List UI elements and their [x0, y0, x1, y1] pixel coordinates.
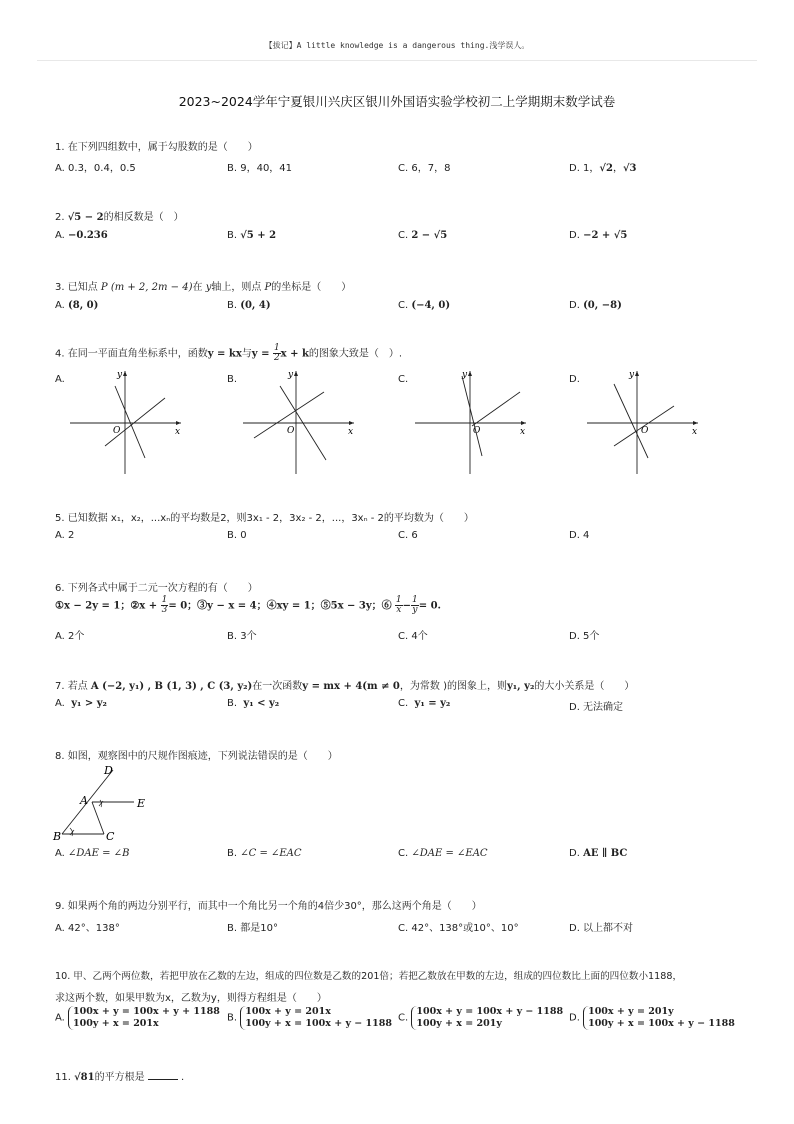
q6-frac-y-den: y: [412, 605, 418, 615]
q3-stem-p: P: [264, 282, 272, 293]
q7-points: A (−2, y₁) , B (1, 3) , C (3, y₂): [90, 681, 253, 692]
line-1: [115, 386, 145, 458]
q3-stem-mid: 在: [192, 282, 206, 293]
x-axis-arrow: [693, 421, 698, 425]
q7-y-values: y₁, y₂: [506, 681, 535, 692]
q8-c-label: C.: [398, 848, 409, 859]
q6-frac-den: 3: [161, 605, 168, 615]
y-axis-label: y: [629, 370, 635, 380]
q10-c-label: C.: [398, 1012, 409, 1024]
q3-option-c: [398, 300, 450, 311]
line-1: [462, 376, 482, 456]
q10-c-system: [411, 1006, 563, 1030]
q6-frac-x-den: x: [396, 605, 402, 615]
q10-d-eq2: 100y + x = 100x + y − 1188: [588, 1018, 735, 1029]
point-a-label: A: [80, 794, 88, 807]
q1-stem: 1. 在下列四组数中，属于勾股数的是（ ）: [55, 142, 258, 153]
y-axis-arrow: [294, 371, 298, 376]
q3-stem-mid2: 轴上，则点: [211, 282, 265, 293]
origin-label: O: [113, 426, 121, 436]
q10-option-b: [227, 1006, 392, 1030]
q11-stem: [55, 1068, 184, 1083]
q7-b-value: y₁ < y₂: [243, 698, 280, 709]
q6-frac-x-num: 1: [395, 595, 402, 605]
q6-frac-1-x: [395, 596, 403, 615]
q6-option-d: D. 5个: [569, 631, 600, 642]
q3-stem-num: 3. 已知点: [55, 282, 101, 293]
q7-stem-pre: 7. 若点: [55, 681, 91, 692]
q4-label-a: A.: [55, 374, 65, 385]
q4-graph-a: [65, 366, 185, 478]
q3-d-value: (0, −8): [583, 300, 622, 311]
q4-stem-post: 的图象大致是（ ）.: [308, 348, 403, 360]
q9-stem: 9. 如果两个角的两边分别平行，而其中一个角比另一个角的4倍少30°，那么这两个角是（ ）: [55, 901, 482, 912]
q4-label-c: C.: [398, 374, 409, 385]
q2-c-value: 2 − √5: [411, 230, 448, 241]
q2-a-label: A.: [55, 230, 65, 241]
q2-c-label: C.: [398, 230, 409, 241]
q10-d-label: D.: [569, 1012, 580, 1024]
q3-stem-point: P (m + 2, 2m − 4): [100, 282, 193, 293]
q10-b-system: [240, 1006, 392, 1030]
q7-option-a: [55, 698, 107, 709]
q8-figure: [50, 762, 160, 844]
q10-a-eq2: 100y + x = 201x: [73, 1018, 159, 1029]
x-axis-label: x: [520, 427, 526, 437]
q3-option-d: [569, 300, 622, 311]
q4-stem-pre: 4. 在同一平面直角坐标系中，函数: [55, 348, 208, 360]
q10-stem-line2: 求这两个数，如果甲数为x，乙数为y，则得方程组是（ ）: [55, 993, 327, 1004]
q10-d-eq1: 100x + y = 201y: [588, 1006, 674, 1017]
y-axis-arrow: [635, 371, 639, 376]
q1-option-d-root2: √2: [599, 163, 613, 174]
point-b-label: B: [53, 830, 62, 843]
q10-a-eq1: 100x + y = 100x + y + 1188: [73, 1006, 220, 1017]
q5-stem: 5. 已知数据 x₁，x₂，...xₙ的平均数是2，则3x₁ - 2，3x₂ - 2，...，3xₙ - 2的平均数为（ ）: [55, 513, 474, 524]
q3-option-b: [227, 300, 271, 311]
q2-stem-num: 2.: [55, 212, 68, 223]
header-divider: [37, 60, 757, 61]
q6-expressions: [55, 596, 441, 615]
q4-func2-frac: [273, 344, 281, 363]
q2-stem-text: 的相反数是（ ）: [103, 212, 184, 223]
q2-d-label: D.: [569, 230, 580, 241]
line-2: [472, 392, 520, 426]
point-e-label: E: [137, 797, 146, 810]
origin-label: O: [287, 426, 295, 436]
q2-option-b: [227, 230, 276, 241]
q6-stem: 6. 下列各式中属于二元一次方程的有（ ）: [55, 583, 258, 594]
q7-stem-mid2: ，为常数 )的图象上，则: [399, 681, 507, 692]
q6-expr-part2: = 0；③y − x = 4；④xy = 1；⑤5x − 3y；⑥: [168, 600, 392, 612]
q10-a-system: [68, 1006, 220, 1030]
q8-option-c: [398, 848, 488, 859]
q3-b-label: B.: [227, 300, 238, 311]
q3-option-a: [55, 300, 98, 311]
origin-label: O: [641, 426, 649, 436]
q1-option-d: [569, 159, 636, 174]
q10-b-eq1: 100x + y = 201x: [245, 1006, 331, 1017]
line-1: [614, 384, 648, 458]
q5-option-c: C. 6: [398, 530, 418, 541]
q11-stem-num: 11.: [55, 1072, 75, 1083]
q4-graph-b: [238, 366, 358, 478]
header-banner: 【拔记】A little knowledge is a dangerous thing.浅学误人。: [264, 41, 530, 50]
q4-label-d: D.: [569, 374, 580, 385]
q7-function: y = mx + 4(m ≠ 0: [302, 681, 400, 692]
q8-d-label: D.: [569, 848, 580, 859]
q7-c-label: C.: [398, 698, 409, 709]
q1-option-b: B. 9，40，41: [227, 163, 293, 174]
q7-option-d: D. 无法确定: [569, 702, 624, 713]
q8-b-value: ∠C = ∠EAC: [240, 848, 302, 859]
y-axis-arrow: [468, 371, 472, 376]
q6-option-c: C. 4个: [398, 631, 428, 642]
q3-a-value: (8, 0): [68, 300, 99, 311]
q7-stem-post: 的大小关系是（ ）: [534, 681, 635, 692]
q1-option-d-root3: √3: [622, 163, 637, 174]
x-axis-arrow: [521, 421, 526, 425]
q11-expr: √81: [74, 1072, 95, 1083]
q8-option-d: [569, 848, 627, 859]
q3-stem-post: 的坐标是（ ）: [271, 282, 352, 293]
q10-b-eq2: 100y + x = 100x + y − 1188: [245, 1018, 393, 1029]
q4-func1: y = kx: [207, 348, 242, 360]
q9-option-d: D. 以上都不对: [569, 923, 634, 934]
q3-d-label: D.: [569, 300, 580, 311]
y-axis-label: y: [288, 370, 294, 380]
q2-stem: [55, 208, 184, 223]
q11-stem-end: .: [180, 1072, 185, 1083]
q7-a-label: A.: [55, 698, 65, 709]
q9-option-b: B. 都是10°: [227, 923, 278, 934]
line-ac: [92, 802, 104, 834]
q6-expr-end: = 0.: [418, 600, 442, 612]
q6-minus: −: [402, 600, 411, 612]
q5-option-a: A. 2: [55, 530, 75, 541]
x-axis-label: x: [692, 427, 698, 437]
q11-stem-text: 的平方根是: [94, 1072, 145, 1083]
q10-b-label: B.: [227, 1012, 238, 1024]
q2-b-value: √5 + 2: [240, 230, 277, 241]
q7-a-value: y₁ > y₂: [71, 698, 107, 709]
q11-answer-blank[interactable]: [148, 1070, 178, 1080]
q4-frac-den: 2: [273, 353, 280, 363]
q6-expr-part1: ①x − 2y = 1；②x +: [55, 600, 161, 612]
q2-b-label: B.: [227, 230, 238, 241]
y-axis-label: y: [117, 370, 123, 380]
q6-frac-num: 1: [161, 595, 168, 605]
q8-stem: 8. 如图，观察图中的尺规作图痕迹，下列说法错误的是（ ）: [55, 751, 338, 762]
q9-option-a: A. 42°、138°: [55, 923, 120, 934]
q4-func2-post: x + k: [280, 348, 309, 360]
q8-a-label: A.: [55, 848, 65, 859]
q7-option-c: [398, 698, 450, 709]
q10-c-eq2: 100y + x = 201y: [416, 1018, 502, 1029]
q8-option-a: [55, 848, 129, 859]
q10-option-c: [398, 1006, 563, 1030]
q3-stem-axis: y: [205, 282, 212, 293]
q1-option-c: C. 6，7，8: [398, 163, 451, 174]
q10-stem-line1: 10. 甲、乙两个两位数，若把甲放在乙数的左边，组成的四位数是乙数的201倍；若把乙数放在甲数的左边，组成的四位数比上面的四位数小1188，: [55, 971, 683, 982]
q7-c-value: y₁ = y₂: [414, 698, 451, 709]
q9-option-c: C. 42°、138°或10°、10°: [398, 923, 519, 934]
q10-c-eq1: 100x + y = 100x + y − 1188: [416, 1006, 564, 1017]
q8-option-b: [227, 848, 302, 859]
q6-frac-y-num: 1: [412, 595, 418, 605]
y-axis-arrow: [123, 371, 127, 376]
x-axis-label: x: [348, 427, 354, 437]
q2-option-a: [55, 230, 108, 241]
q10-option-a: [55, 1006, 220, 1030]
q4-frac-num: 1: [273, 343, 280, 353]
q10-d-system: [583, 1006, 735, 1030]
q4-stem-mid: 与: [241, 348, 252, 360]
q8-b-label: B.: [227, 848, 238, 859]
line-2: [614, 406, 674, 446]
q8-d-value: AE ∥ BC: [583, 848, 628, 859]
q7-option-b: [227, 698, 279, 709]
q4-label-b: B.: [227, 374, 238, 385]
q1-option-d-sep: ，: [612, 163, 623, 174]
point-d-label: D: [104, 764, 113, 777]
origin-label: O: [473, 426, 481, 436]
point-c-label: C: [106, 830, 115, 843]
q2-a-value: −0.236: [68, 230, 108, 241]
page-title: 2023~2024学年宁夏银川兴庆区银川外国语实验学校初二上学期期末数学试卷: [178, 94, 616, 109]
q3-c-label: C.: [398, 300, 409, 311]
q10-a-label: A.: [55, 1012, 65, 1024]
q7-stem: [55, 677, 634, 692]
q6-frac-1-y: [411, 596, 419, 615]
q7-stem-mid: 在一次函数: [252, 681, 303, 692]
q8-c-value: ∠DAE = ∠EAC: [411, 848, 488, 859]
q4-graph-d: [582, 366, 702, 478]
y-axis-label: y: [462, 370, 468, 380]
q5-option-b: B. 0: [227, 530, 247, 541]
q6-option-a: A. 2个: [55, 631, 85, 642]
x-axis-arrow: [349, 421, 354, 425]
q3-stem: [55, 278, 351, 293]
q8-a-value: ∠DAE = ∠B: [68, 848, 130, 859]
q2-stem-expr: √5 − 2: [67, 212, 104, 223]
q4-stem: [55, 344, 402, 363]
x-axis-arrow: [176, 421, 181, 425]
q5-option-d: D. 4: [569, 530, 590, 541]
q2-option-d: [569, 230, 627, 241]
q3-a-label: A.: [55, 300, 65, 311]
x-axis-label: x: [175, 427, 181, 437]
q1-option-d-prefix: D. 1，: [569, 163, 600, 174]
q1-option-a: A. 0.3，0.4，0.5: [55, 163, 136, 174]
line-2: [105, 398, 165, 446]
q2-d-value: −2 + √5: [583, 230, 628, 241]
q3-b-value: (0, 4): [240, 300, 271, 311]
q2-option-c: [398, 230, 447, 241]
q4-func2-pre: y =: [251, 348, 273, 360]
q3-c-value: (−4, 0): [411, 300, 451, 311]
q7-b-label: B.: [227, 698, 238, 709]
q6-option-b: B. 3个: [227, 631, 257, 642]
q10-option-d: [569, 1006, 735, 1030]
q4-graph-c: [410, 366, 530, 478]
